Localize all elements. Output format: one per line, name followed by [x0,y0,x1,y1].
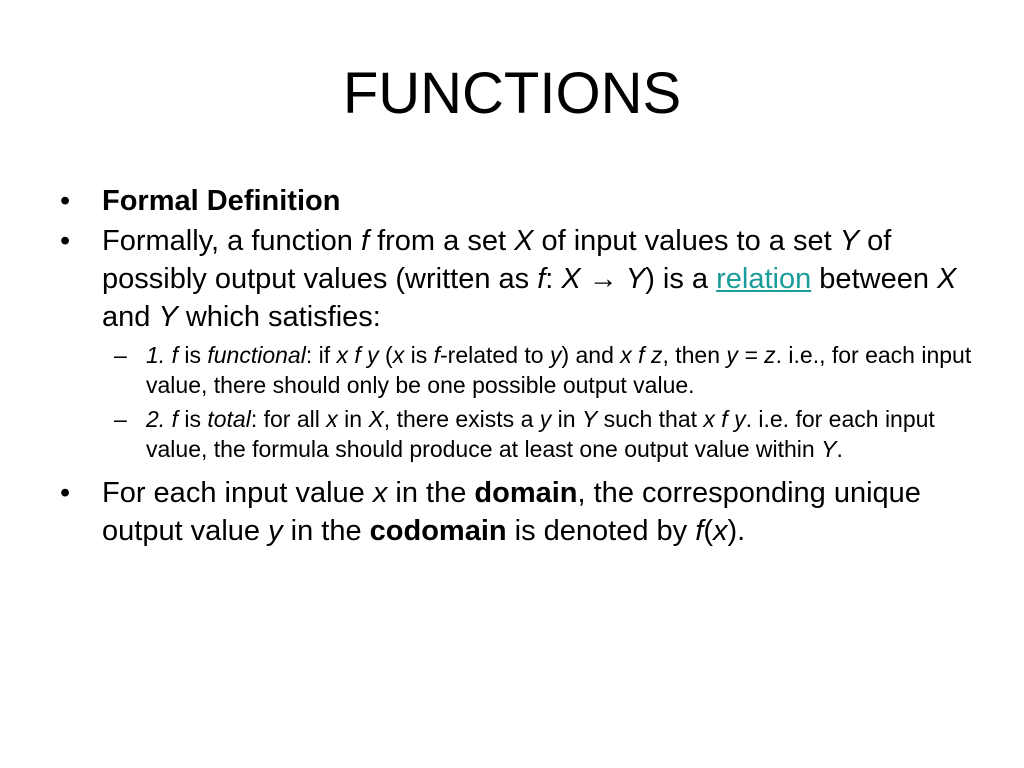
math-Y: Y [158,301,178,333]
math-x: x [392,342,405,368]
math-xfy: x f y [703,406,746,432]
text-run: and [102,301,159,333]
text-run: of input values to a set [533,225,840,257]
math-f: f [695,515,704,547]
math-f: f [537,263,546,295]
slide-content [58,182,978,552]
text-run: in [551,406,582,432]
math-xfz: x f z [620,342,663,368]
term-functional: functional [207,342,306,368]
bullet-marker: • [60,225,71,257]
text-run: , there exists a [383,406,540,432]
text-run: ( [378,342,393,368]
text-run: in [337,406,369,432]
math-y: y [539,406,552,432]
text-run: ) and [561,342,621,368]
math-f: f [360,225,370,257]
bullet-marker: • [60,185,71,217]
text-run: Formally, a function [102,225,361,257]
bullet-formal-definition [58,182,978,220]
math-xfy: x f y [336,342,379,368]
text-run: : if [305,342,337,368]
math-Y: Y [839,225,860,257]
relation-link[interactable]: relation [716,263,812,295]
math-x: x [712,515,728,547]
math-X: X [937,263,957,295]
text-run: such that [597,406,704,432]
math-y-equals-z: y = z [726,342,776,368]
term-domain: domain [474,477,578,509]
slide-title: FUNCTIONS [342,61,682,126]
bullet-marker: • [60,477,71,509]
text-run: For each input value [102,477,373,509]
text-run: which satisfies: [177,301,381,333]
math-f: f [171,342,178,368]
math-Y: Y [625,263,646,295]
math-X: X [561,263,581,295]
math-x: x [326,406,338,432]
text-run: , the corresponding unique output value [102,477,921,547]
item-number: 1. [146,342,172,368]
math-f: f [433,342,441,368]
bullet-heading: Formal Definition [102,185,341,217]
text-run: is [177,406,208,432]
text-run: . i.e. for each input value, the formula should produce at least one output value within [146,406,935,462]
text-run: is denoted by [506,515,696,547]
text-run: . [836,436,843,462]
text-run: : for all [250,406,327,432]
text-run: ( [703,515,713,547]
arrow-symbol: → [580,263,626,295]
text-run: , then [662,342,727,368]
dash-marker: – [114,342,127,368]
text-run: is [177,342,208,368]
dash-marker: – [114,406,127,432]
math-x: x [372,477,388,509]
text-run: between [811,263,938,295]
text-run: of possibly output values (written as [102,225,892,295]
text-run: . i.e., for each input value, there should only be one possible output value. [146,342,972,398]
text-run: ) is a [645,263,717,295]
math-f: f [171,406,178,432]
subbullet-functional [58,340,978,400]
text-run: ). [727,515,746,547]
term-codomain: codomain [369,515,507,547]
text-run: in the [282,515,370,547]
bullet-formal-description [58,222,978,336]
text-run: is [404,342,434,368]
text-run: in the [387,477,475,509]
math-Y: Y [821,436,837,462]
math-y: y [549,342,562,368]
item-number: 2. [146,406,172,432]
text-run: : [545,263,562,295]
math-y: y [268,515,283,547]
math-X: X [368,406,384,432]
subbullet-total [58,404,978,464]
math-Y: Y [581,406,598,432]
text-run: -related to [440,342,550,368]
bullet-domain-codomain [58,474,978,550]
term-total: total [207,406,251,432]
text-run: from a set [369,225,515,257]
math-X: X [514,225,534,257]
